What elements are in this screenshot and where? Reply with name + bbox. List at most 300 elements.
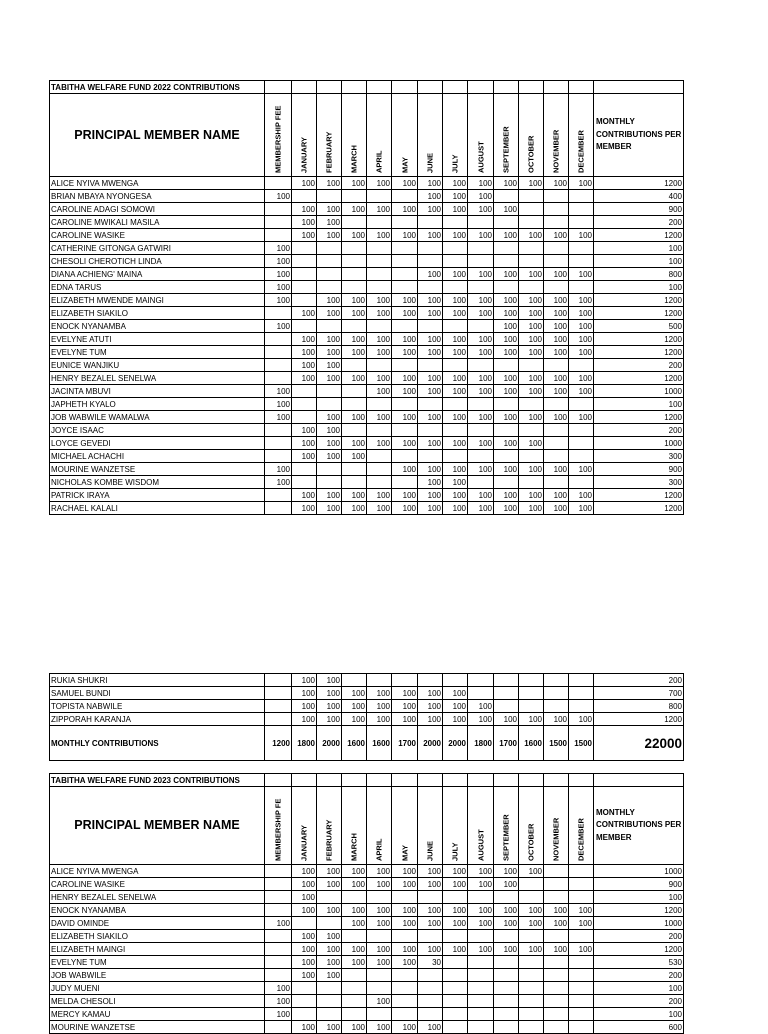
table-row <box>50 1008 684 1021</box>
value-cell <box>342 216 367 229</box>
monthly-total-cell: 2000 <box>443 726 468 761</box>
value-cell: 100 <box>317 333 342 346</box>
value-cell: 100 <box>317 1021 342 1034</box>
month-header-january <box>292 94 317 177</box>
value-cell: 100 <box>342 502 367 515</box>
value-cell: 100 <box>317 177 342 190</box>
month-label: NOVEMBER <box>551 129 561 173</box>
member-total-cell: 100 <box>594 982 684 995</box>
value-cell: 100 <box>544 346 569 359</box>
monthly-total-cell: 1600 <box>367 726 392 761</box>
month-label: NOVEMBER <box>551 817 561 861</box>
value-cell <box>544 930 569 943</box>
empty-cell <box>392 774 418 787</box>
value-cell: 100 <box>367 943 392 956</box>
value-cell: 100 <box>392 878 418 891</box>
value-cell <box>443 969 468 982</box>
value-cell <box>443 359 468 372</box>
value-cell: 100 <box>392 437 418 450</box>
membership-fee-cell: 100 <box>265 1008 292 1021</box>
value-cell <box>418 995 443 1008</box>
value-cell <box>418 242 443 255</box>
value-cell <box>443 242 468 255</box>
value-cell: 100 <box>392 372 418 385</box>
value-cell <box>494 1008 519 1021</box>
value-cell <box>569 969 594 982</box>
monthly-total-cell: 2000 <box>418 726 443 761</box>
member-name-cell: CAROLINE ADAGI SOMOWI <box>50 203 265 216</box>
value-cell <box>292 255 317 268</box>
member-name-cell: ENOCK NYANAMBA <box>50 320 265 333</box>
value-cell: 100 <box>494 411 519 424</box>
monthly-total-cell: 2000 <box>317 726 342 761</box>
value-cell <box>569 1021 594 1034</box>
value-cell: 100 <box>292 1021 317 1034</box>
month-header-november <box>544 787 569 865</box>
member-total-cell: 1200 <box>594 372 684 385</box>
table-row <box>50 956 684 969</box>
value-cell: 100 <box>317 930 342 943</box>
value-cell: 100 <box>392 333 418 346</box>
value-cell: 100 <box>292 307 317 320</box>
value-cell <box>317 255 342 268</box>
value-cell: 100 <box>443 385 468 398</box>
value-cell: 100 <box>468 307 494 320</box>
value-cell <box>317 281 342 294</box>
value-cell <box>418 255 443 268</box>
value-cell <box>544 891 569 904</box>
value-cell <box>342 891 367 904</box>
member-total-cell: 200 <box>594 930 684 943</box>
value-cell <box>317 891 342 904</box>
value-cell <box>418 891 443 904</box>
value-cell: 100 <box>494 865 519 878</box>
value-cell: 100 <box>292 346 317 359</box>
table-row <box>50 320 684 333</box>
value-cell: 100 <box>392 904 418 917</box>
member-name-cell: DIANA ACHIENG' MAINA <box>50 268 265 281</box>
monthly-total-cell: 1800 <box>468 726 494 761</box>
empty-cell <box>342 774 367 787</box>
monthly-contributions-per-member-header: MONTHLY CONTRIBUTIONS PER MEMBER <box>594 787 684 865</box>
table-row <box>50 476 684 489</box>
member-name-cell: JAPHETH KYALO <box>50 398 265 411</box>
value-cell: 100 <box>317 372 342 385</box>
value-cell: 100 <box>468 878 494 891</box>
value-cell: 100 <box>569 307 594 320</box>
value-cell <box>468 1021 494 1034</box>
value-cell: 100 <box>468 268 494 281</box>
value-cell: 100 <box>544 268 569 281</box>
value-cell <box>544 242 569 255</box>
value-cell: 100 <box>367 489 392 502</box>
member-total-cell: 1200 <box>594 411 684 424</box>
value-cell <box>392 190 418 203</box>
value-cell: 100 <box>468 203 494 216</box>
member-name-cell: EVELYNE TUM <box>50 956 265 969</box>
value-cell: 100 <box>317 687 342 700</box>
value-cell <box>418 281 443 294</box>
value-cell <box>443 930 468 943</box>
value-cell <box>342 320 367 333</box>
month-label: JANUARY <box>299 137 309 173</box>
table-row <box>50 700 684 713</box>
value-cell <box>367 190 392 203</box>
member-name-cell: ELIZABETH MAINGI <box>50 943 265 956</box>
membership-fee-cell <box>265 956 292 969</box>
value-cell <box>418 320 443 333</box>
value-cell: 100 <box>367 437 392 450</box>
value-cell: 100 <box>519 307 544 320</box>
value-cell <box>519 450 544 463</box>
value-cell: 100 <box>468 700 494 713</box>
month-label: JANUARY <box>299 825 309 861</box>
member-name-cell: JOB WABWILE <box>50 969 265 982</box>
value-cell: 100 <box>292 177 317 190</box>
value-cell <box>544 1021 569 1034</box>
value-cell: 100 <box>519 372 544 385</box>
table-row <box>50 294 684 307</box>
table-row <box>50 281 684 294</box>
value-cell: 100 <box>418 904 443 917</box>
membership-fee-cell <box>265 865 292 878</box>
membership-fee-cell <box>265 904 292 917</box>
table-row <box>50 878 684 891</box>
value-cell: 100 <box>392 203 418 216</box>
value-cell: 100 <box>569 177 594 190</box>
value-cell: 100 <box>519 177 544 190</box>
value-cell: 100 <box>392 917 418 930</box>
table-row <box>50 865 684 878</box>
value-cell: 100 <box>443 307 468 320</box>
value-cell <box>519 359 544 372</box>
value-cell <box>544 674 569 687</box>
monthly-total-cell: 1600 <box>519 726 544 761</box>
value-cell <box>519 674 544 687</box>
value-cell <box>292 320 317 333</box>
value-cell: 100 <box>292 502 317 515</box>
table-row <box>50 674 684 687</box>
value-cell: 100 <box>317 943 342 956</box>
value-cell: 100 <box>443 713 468 726</box>
value-cell: 100 <box>392 307 418 320</box>
value-cell: 100 <box>367 346 392 359</box>
value-cell <box>418 398 443 411</box>
value-cell: 100 <box>544 385 569 398</box>
value-cell <box>544 969 569 982</box>
value-cell <box>569 865 594 878</box>
value-cell: 100 <box>468 502 494 515</box>
month-label: MARCH <box>349 145 359 173</box>
value-cell <box>519 476 544 489</box>
value-cell <box>544 995 569 1008</box>
value-cell <box>367 969 392 982</box>
membership-fee-cell: 100 <box>265 398 292 411</box>
value-cell <box>544 1008 569 1021</box>
member-total-cell: 1000 <box>594 917 684 930</box>
value-cell: 100 <box>519 502 544 515</box>
member-total-cell: 530 <box>594 956 684 969</box>
member-total-cell: 1200 <box>594 713 684 726</box>
value-cell: 100 <box>317 229 342 242</box>
value-cell <box>443 891 468 904</box>
value-cell: 100 <box>392 687 418 700</box>
value-cell <box>367 268 392 281</box>
table-title-row <box>50 81 684 94</box>
value-cell: 100 <box>569 268 594 281</box>
principal-member-name-header: PRINCIPAL MEMBER NAME <box>50 787 265 865</box>
membership-fee-cell <box>265 437 292 450</box>
member-total-cell: 900 <box>594 878 684 891</box>
empty-cell <box>292 81 317 94</box>
value-cell: 100 <box>519 385 544 398</box>
value-cell <box>292 385 317 398</box>
membership-fee-cell <box>265 891 292 904</box>
member-total-cell: 200 <box>594 216 684 229</box>
value-cell <box>468 424 494 437</box>
value-cell: 100 <box>468 489 494 502</box>
value-cell <box>468 450 494 463</box>
member-name-cell: EDNA TARUS <box>50 281 265 294</box>
empty-cell <box>494 81 519 94</box>
empty-cell <box>418 81 443 94</box>
value-cell: 100 <box>342 437 367 450</box>
member-name-cell: JOYCE ISAAC <box>50 424 265 437</box>
member-name-cell: HENRY BEZALEL SENELWA <box>50 372 265 385</box>
value-cell: 100 <box>367 700 392 713</box>
value-cell: 100 <box>317 450 342 463</box>
member-total-cell: 1200 <box>594 489 684 502</box>
value-cell: 100 <box>544 917 569 930</box>
empty-cell <box>494 774 519 787</box>
value-cell <box>392 424 418 437</box>
value-cell <box>418 424 443 437</box>
value-cell <box>494 982 519 995</box>
member-name-cell: JUDY MUENI <box>50 982 265 995</box>
value-cell <box>443 982 468 995</box>
value-cell <box>494 255 519 268</box>
table-row <box>50 437 684 450</box>
value-cell <box>317 917 342 930</box>
value-cell <box>392 476 418 489</box>
value-cell: 100 <box>292 891 317 904</box>
table-row <box>50 687 684 700</box>
value-cell: 100 <box>317 411 342 424</box>
value-cell: 100 <box>292 969 317 982</box>
value-cell <box>292 917 317 930</box>
value-cell: 100 <box>392 229 418 242</box>
membership-fee-cell: 100 <box>265 190 292 203</box>
membership-fee-cell <box>265 216 292 229</box>
month-label: AUGUST <box>476 141 485 173</box>
member-name-cell: ALICE NYIVA MWENGA <box>50 865 265 878</box>
value-cell: 100 <box>392 700 418 713</box>
value-cell: 100 <box>569 294 594 307</box>
value-cell <box>544 700 569 713</box>
value-cell <box>468 674 494 687</box>
value-cell <box>468 216 494 229</box>
value-cell: 100 <box>418 463 443 476</box>
value-cell: 100 <box>342 372 367 385</box>
monthly-contributions-total-row <box>50 726 684 761</box>
value-cell <box>468 320 494 333</box>
value-cell: 100 <box>292 700 317 713</box>
value-cell: 100 <box>468 943 494 956</box>
value-cell: 100 <box>292 333 317 346</box>
value-cell <box>392 891 418 904</box>
value-cell <box>367 424 392 437</box>
value-cell <box>443 1008 468 1021</box>
empty-cell <box>265 774 292 787</box>
value-cell: 100 <box>443 489 468 502</box>
membership-fee-cell: 100 <box>265 320 292 333</box>
value-cell <box>468 1008 494 1021</box>
value-cell: 100 <box>494 437 519 450</box>
month-header-august <box>468 787 494 865</box>
value-cell <box>392 450 418 463</box>
table-row <box>50 346 684 359</box>
member-total-cell: 200 <box>594 674 684 687</box>
value-cell <box>569 190 594 203</box>
value-cell: 100 <box>418 177 443 190</box>
empty-cell <box>265 81 292 94</box>
member-name-cell: CAROLINE WASIKE <box>50 878 265 891</box>
membership-fee-cell <box>265 424 292 437</box>
member-name-cell: HENRY BEZALEL SENELWA <box>50 891 265 904</box>
month-header-september <box>494 787 519 865</box>
value-cell: 100 <box>494 489 519 502</box>
value-cell: 100 <box>544 333 569 346</box>
table-row <box>50 216 684 229</box>
membership-fee-cell <box>265 700 292 713</box>
value-cell: 100 <box>519 229 544 242</box>
value-cell: 100 <box>342 411 367 424</box>
value-cell: 100 <box>544 489 569 502</box>
value-cell: 100 <box>569 372 594 385</box>
empty-cell <box>544 774 569 787</box>
value-cell <box>494 476 519 489</box>
value-cell <box>443 216 468 229</box>
membership-fee-cell <box>265 372 292 385</box>
table-row <box>50 982 684 995</box>
value-cell <box>519 190 544 203</box>
membership-fee-header <box>265 787 292 865</box>
value-cell <box>392 216 418 229</box>
value-cell <box>317 995 342 1008</box>
value-cell <box>392 969 418 982</box>
empty-cell <box>317 81 342 94</box>
value-cell: 100 <box>317 359 342 372</box>
value-cell <box>392 359 418 372</box>
membership-fee-cell <box>265 687 292 700</box>
value-cell <box>292 995 317 1008</box>
value-cell: 100 <box>342 917 367 930</box>
member-total-cell: 1200 <box>594 229 684 242</box>
value-cell: 100 <box>494 320 519 333</box>
value-cell: 100 <box>569 502 594 515</box>
value-cell: 100 <box>494 878 519 891</box>
value-cell: 100 <box>443 502 468 515</box>
value-cell: 30 <box>418 956 443 969</box>
value-cell: 100 <box>418 700 443 713</box>
value-cell: 100 <box>317 424 342 437</box>
value-cell: 100 <box>292 203 317 216</box>
member-total-cell: 100 <box>594 891 684 904</box>
value-cell: 100 <box>544 943 569 956</box>
value-cell: 100 <box>569 229 594 242</box>
empty-cell <box>443 774 468 787</box>
value-cell: 100 <box>468 333 494 346</box>
value-cell <box>443 255 468 268</box>
monthly-contributions-per-member-header: MONTHLY CONTRIBUTIONS PER MEMBER <box>594 94 684 177</box>
month-header-may <box>392 94 418 177</box>
member-total-cell: 500 <box>594 320 684 333</box>
value-cell: 100 <box>342 904 367 917</box>
month-header-april <box>367 787 392 865</box>
table-row <box>50 411 684 424</box>
table-row <box>50 995 684 1008</box>
value-cell: 100 <box>292 956 317 969</box>
value-cell: 100 <box>317 346 342 359</box>
month-label: FEBRUARY <box>324 131 334 173</box>
value-cell: 100 <box>367 372 392 385</box>
value-cell <box>494 674 519 687</box>
member-name-cell: ALICE NYIVA MWENGA <box>50 177 265 190</box>
member-total-cell: 1000 <box>594 437 684 450</box>
value-cell <box>544 398 569 411</box>
membership-fee-cell: 100 <box>265 255 292 268</box>
member-total-cell: 1200 <box>594 177 684 190</box>
value-cell: 100 <box>468 917 494 930</box>
empty-cell <box>594 81 684 94</box>
member-name-cell: MELDA CHESOLI <box>50 995 265 1008</box>
value-cell: 100 <box>392 346 418 359</box>
value-cell: 100 <box>519 294 544 307</box>
value-cell <box>494 687 519 700</box>
value-cell: 100 <box>292 687 317 700</box>
value-cell: 100 <box>494 229 519 242</box>
membership-fee-header <box>265 94 292 177</box>
month-header-september <box>494 94 519 177</box>
value-cell: 100 <box>317 294 342 307</box>
value-cell: 100 <box>292 489 317 502</box>
member-total-cell: 1000 <box>594 385 684 398</box>
value-cell <box>569 437 594 450</box>
membership-fee-cell <box>265 713 292 726</box>
table-row <box>50 969 684 982</box>
value-cell: 100 <box>342 203 367 216</box>
value-cell <box>367 930 392 943</box>
member-name-cell: MOURINE WANZETSE <box>50 463 265 476</box>
month-label: OCTOBER <box>526 135 536 173</box>
value-cell: 100 <box>468 190 494 203</box>
membership-fee-cell: 100 <box>265 476 292 489</box>
month-label: APRIL <box>374 150 384 173</box>
value-cell <box>494 1021 519 1034</box>
value-cell <box>544 956 569 969</box>
value-cell: 100 <box>392 385 418 398</box>
value-cell: 100 <box>418 1021 443 1034</box>
value-cell: 100 <box>392 177 418 190</box>
value-cell <box>519 995 544 1008</box>
value-cell <box>519 687 544 700</box>
empty-cell <box>569 774 594 787</box>
value-cell <box>342 930 367 943</box>
monthly-total-cell: 1800 <box>292 726 317 761</box>
value-cell <box>494 216 519 229</box>
month-label: AUGUST <box>476 829 485 861</box>
empty-cell <box>367 81 392 94</box>
